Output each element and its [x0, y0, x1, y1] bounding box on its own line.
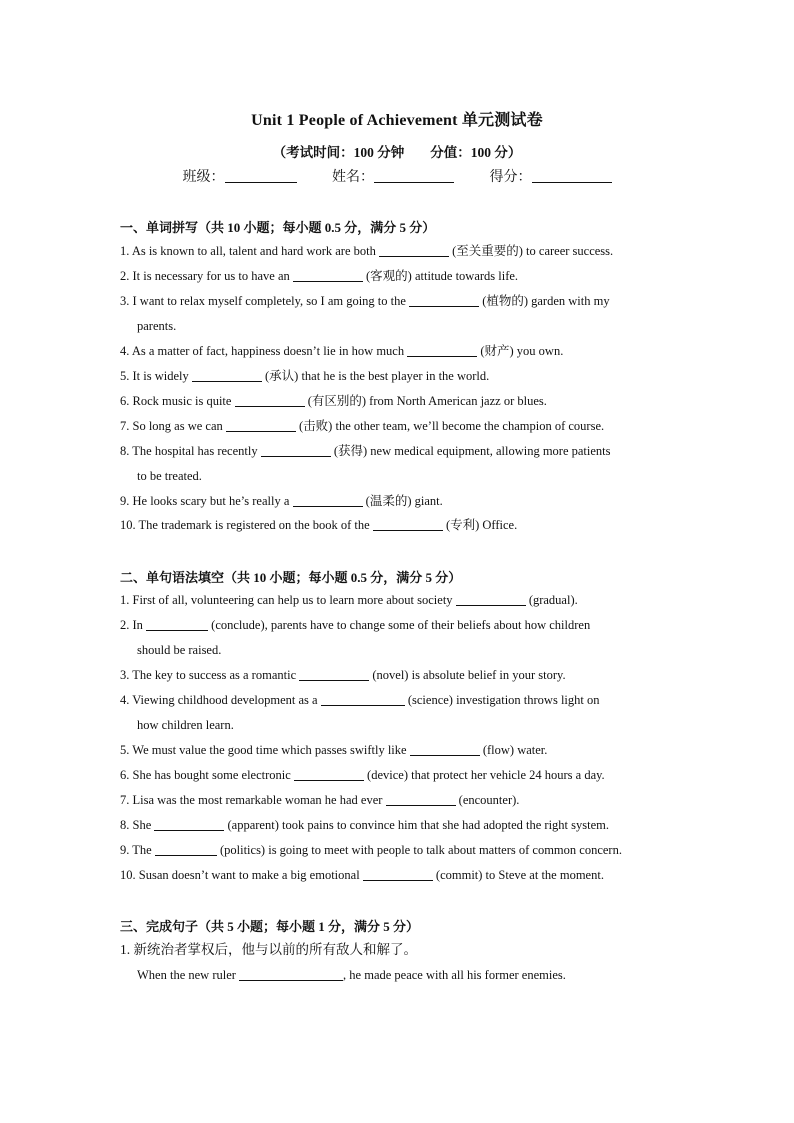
name-label: 姓名：: [332, 170, 374, 185]
question: 1. As is known to all, talent and hard work are both (至关重要的) to career success.: [120, 244, 614, 258]
section1-heading: 一、单词拼写（共 10 小题；每小题 0.5 分，满分 5 分）: [120, 220, 436, 235]
question: 2. It is necessary for us to have an (客观的) attitude towards life.: [120, 269, 519, 283]
exam-time: （考试时间：100 分钟: [272, 145, 405, 160]
class-label: 班级：: [182, 170, 225, 185]
question: 6. She has bought some electronic (device) that protect her vehicle 24 hours a day.: [120, 768, 605, 782]
section2-heading: 二、单句语法填空（共 10 小题；每小题 0.5 分，满分 5 分）: [120, 570, 462, 585]
student-info-row: [0, 166, 794, 186]
question: 7. Lisa was the most remarkable woman he had ever (encounter).: [120, 793, 520, 807]
question: 5. We must value the good time which passes swiftly like (flow) water.: [120, 743, 548, 757]
answer-blank[interactable]: [293, 269, 363, 282]
answer-blank[interactable]: [409, 294, 479, 307]
answer-blank[interactable]: [146, 618, 208, 631]
answer-blank[interactable]: [261, 444, 331, 457]
answer-blank[interactable]: [155, 843, 217, 856]
answer-blank[interactable]: [239, 968, 343, 981]
answer-blank[interactable]: [299, 668, 369, 681]
grade-field[interactable]: [532, 168, 612, 183]
answer-blank[interactable]: [321, 693, 405, 706]
question: 6. Rock music is quite (有区别的) from North American jazz or blues.: [120, 394, 547, 408]
question: 1. First of all, volunteering can help us to learn more about society (gradual).: [120, 593, 578, 607]
page-title: Unit 1 People of Achievement 单元测试卷: [251, 112, 543, 129]
question: 10. The trademark is registered on the book of the (专利) Office.: [120, 518, 518, 532]
class-field[interactable]: [225, 168, 297, 183]
answer-blank[interactable]: [235, 394, 305, 407]
exam-meta: [0, 141, 794, 161]
question: 3. The key to success as a romantic (novel) is absolute belief in your story.: [120, 668, 566, 682]
question: 9. He looks scary but he’s really a (温柔的) giant.: [120, 494, 443, 508]
answer-blank[interactable]: [386, 793, 456, 806]
question-continuation: how children learn.: [137, 718, 234, 732]
answer-blank[interactable]: [363, 868, 433, 881]
answer-blank[interactable]: [373, 518, 443, 531]
name-field[interactable]: [374, 168, 454, 183]
question: 10. Susan doesn’t want to make a big emotional (commit) to Steve at the moment.: [120, 868, 604, 882]
answer-blank[interactable]: [293, 494, 363, 507]
question-continuation: should be raised.: [137, 643, 222, 657]
answer-blank[interactable]: [226, 419, 296, 432]
question: When the new ruler , he made peace with all his former enemies.: [137, 968, 566, 982]
question-chinese: 1. 新统治者掌权后，他与以前的所有敌人和解了。: [120, 942, 417, 957]
question: 9. The (politics) is going to meet with people to talk about matters of common concern.: [120, 843, 622, 857]
answer-blank[interactable]: [154, 818, 224, 831]
answer-blank[interactable]: [410, 743, 480, 756]
grade-label: 得分：: [489, 170, 532, 185]
question: 4. Viewing childhood development as a (science) investigation throws light on: [120, 693, 600, 707]
answer-blank[interactable]: [192, 369, 262, 382]
question: 2. In (conclude), parents have to change some of their beliefs about how children: [120, 618, 591, 632]
answer-blank[interactable]: [456, 593, 526, 606]
question: 8. The hospital has recently (获得) new medical equipment, allowing more patients: [120, 444, 611, 458]
exam-score: 分值：100 分）: [430, 145, 522, 160]
answer-blank[interactable]: [294, 768, 364, 781]
question: 4. As a matter of fact, happiness doesn’t lie in how much (财产) you own.: [120, 344, 564, 358]
question: 8. She (apparent) took pains to convince him that she had adopted the right system.: [120, 818, 610, 832]
question-continuation: to be treated.: [137, 469, 202, 483]
question: 5. It is widely (承认) that he is the best player in the world.: [120, 369, 490, 383]
section3-heading: 三、完成句子（共 5 小题；每小题 1 分，满分 5 分）: [120, 919, 420, 934]
question: 7. So long as we can (击败) the other team, we’ll become the champion of course.: [120, 419, 605, 433]
answer-blank[interactable]: [379, 244, 449, 257]
question: 3. I want to relax myself completely, so I am going to the (植物的) garden with my: [120, 294, 610, 308]
answer-blank[interactable]: [407, 344, 477, 357]
question-continuation: parents.: [137, 319, 177, 333]
